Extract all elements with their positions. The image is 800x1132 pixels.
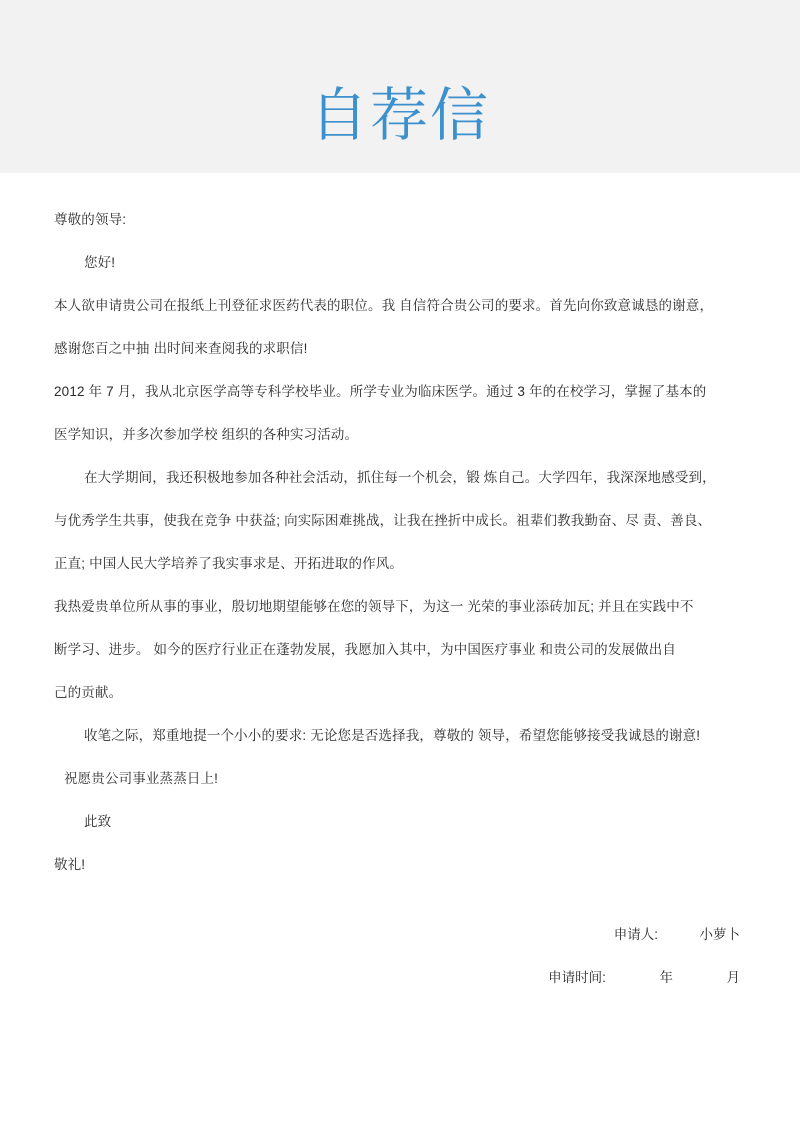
paragraph-2-line-2: 医学知识，并多次参加学校 组织的各种实习活动。 <box>54 427 359 442</box>
greeting-line: 您好! <box>84 255 116 270</box>
signature-block <box>320 913 740 999</box>
paragraph-3-line-3: 正直; 中国人民大学培养了我实事求是、开拓进取的作风。 <box>54 556 404 571</box>
applicant-label: 申请人: <box>613 927 658 942</box>
paragraph-4-line-2: 断学习、进步。 如今的医疗行业正在蓬勃发展，我愿加入其中，为中国医疗事业 和贵公司的发展做出自 <box>54 642 677 657</box>
paragraph-2-line-1: 2012 年 7 月，我从北京医学高等专科学校毕业。所学专业为临床医学。通过 3 年的在校学习，掌握了基本的 <box>54 384 707 399</box>
closing-salute: 此致 <box>84 814 112 829</box>
wish-line: 祝愿贵公司事业蒸蒸日上! <box>64 771 219 786</box>
document-body <box>0 173 800 1132</box>
paragraph-4-line-1: 我热爱贵单位所从事的事业，殷切地期望能够在您的领导下，为这一 光荣的事业添砖加瓦; 并且在实践中不 <box>54 599 694 614</box>
closing-regards: 敬礼! <box>54 857 86 872</box>
paragraph-3-line-1: 在大学期间，我还积极地参加各种社会活动，抓住每一个机会，锻 炼自己。大学四年，我深深地感受到， <box>84 470 716 485</box>
paragraph-1-line-2: 感谢您百之中抽 出时间来查阅我的求职信! <box>54 341 308 356</box>
date-year-unit: 年 <box>659 970 673 985</box>
salutation-line: 尊敬的领导: <box>54 212 127 227</box>
applicant-name: 小萝卜 <box>699 927 740 942</box>
application-date-label: 申请时间: <box>548 970 606 985</box>
document-title: 自荐信 <box>309 83 490 148</box>
date-month-unit: 月 <box>726 970 740 985</box>
application-date-row <box>320 956 740 999</box>
paragraph-4-line-3: 己的贡献。 <box>54 685 123 700</box>
applicant-row <box>320 913 740 956</box>
paragraph-1-line-1: 本人欲申请贵公司在报纸上刊登征求医药代表的职位。我 自信符合贵公司的要求。首先向你致意诚恳的谢意， <box>54 298 714 313</box>
paragraph-5-line-1: 收笔之际，郑重地提一个小小的要求: 无论您是否选择我，尊敬的 领导，希望您能够接受我诚恳的谢意! <box>84 728 701 743</box>
paragraph-3-line-2: 与优秀学生共事，使我在竞争 中获益; 向实际困难挑战，让我在挫折中成长。祖辈们教我勤奋、尽 责、善良、 <box>54 513 712 528</box>
document-header-band <box>0 0 800 173</box>
